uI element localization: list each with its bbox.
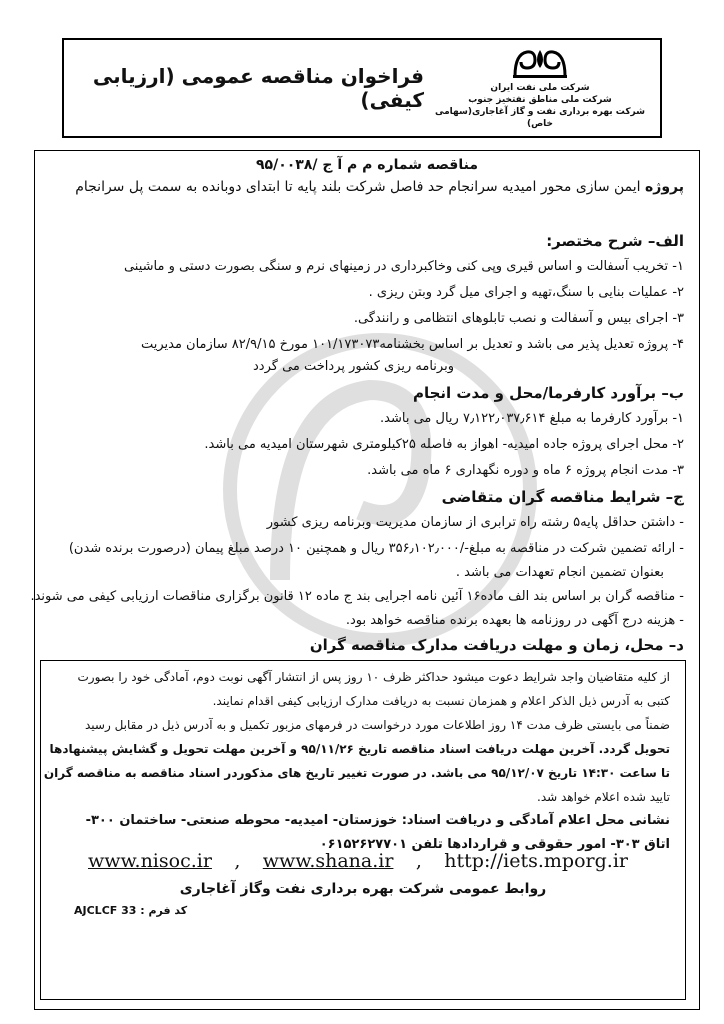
section-b-item: ۱- برآورد کارفرما به مبلغ ۷٫۱۲۲٫۰۳۷٫۶۱۴ ریال می باشد. <box>380 411 684 426</box>
section-d-line: ضمناً می بایستی ظرف مدت ۱۴ روز اطلاعات مورد درخواست در فرمهای مزبور تکمیل و به آدرس ذیل در مقابل رسید <box>84 718 670 732</box>
org-line-3: شرکت بهره برداری نفت و گاز آغاجاری(سهامی خاص) <box>435 107 645 129</box>
section-b-heading: ب– برآورد کارفرما/محل و مدت انجام <box>412 384 684 402</box>
nioc-logo-icon <box>505 46 575 80</box>
section-a-item: ۱- تخریب آسفالت و اساس قیری وپی کنی وخاکبرداری در زمینهای نرم و سنگی بصورت دستی و ماشینی <box>123 259 684 274</box>
section-d-line: تحویل گردد. آخرین مهلت دریافت اسناد مناقصه تاریخ ۹۵/۱۱/۲۶ و آخرین مهلت تحویل و گشایش پیشنهادها <box>49 742 670 756</box>
link-shana[interactable]: www.shana.ir <box>262 850 394 872</box>
section-a-item: وبرنامه ریزی کشور پرداخت می گردد <box>253 359 454 374</box>
section-d-line: تا ساعت ۱۴:۳۰ تاریخ ۹۵/۱۲/۰۷ می باشد. در صورت تغییر تاریخ های مذکوردر اسناد مناقصه به مناقصه گران <box>43 766 670 780</box>
links-row <box>88 850 628 872</box>
org-line-2: شرکت ملی مناطق نفتخیز جنوب <box>468 95 612 105</box>
project-line <box>75 178 684 196</box>
section-a-item: ۲- عملیات بنایی با سنگ،تهیه و اجرای میل گرد وبتن ریزی . <box>368 285 684 300</box>
tender-number: مناقصه شماره م م آ ج /۹۵/۰۰۳۸ <box>256 157 478 173</box>
section-d-box <box>40 660 686 1000</box>
link-nisoc[interactable]: www.nisoc.ir <box>88 850 212 872</box>
section-a-item: ۴- پروژه تعدیل پذیر می باشد و تعدیل بر اساس بخشنامه۱۰۱/۱۷۳۰۷۳ مورخ ۸۲/۹/۱۵ سازمان مدیریت <box>140 337 684 352</box>
public-relations-footer: روابط عمومی شرکت بهره برداری نفت وگاز آغاجاری <box>179 881 547 897</box>
section-c-item: بعنوان تضمین انجام تعهدات می باشد . <box>455 565 664 580</box>
header-box <box>62 38 662 138</box>
org-logo-block <box>426 46 654 132</box>
project-label: پروژه <box>645 179 684 195</box>
section-b-item: ۲- محل اجرای پروژه جاده امیدیه- اهواز به فاصله ۲۵کیلومتری شهرستان امیدیه می باشد. <box>204 437 684 452</box>
section-c-heading: ج– شرایط مناقصه گران متقاضی <box>441 488 684 506</box>
section-d-line: از کلیه متقاضیان واجد شرایط دعوت میشود حداکثر ظرف ۱۰ روز پس از انتشار آگهی نوبت دوم، آمادگی خود را بصورت <box>77 670 670 684</box>
page-title: فراخوان مناقصه عمومی (ارزیابی کیفی) <box>92 64 424 112</box>
link-iets[interactable]: http://iets.mporg.ir <box>444 850 628 872</box>
section-a-item: ۳- اجرای بیس و آسفالت و نصب تابلوهای انتظامی و رانندگی. <box>353 311 684 326</box>
link-separator: , <box>234 850 241 872</box>
section-d-heading: د– محل، زمان و مهلت دریافت مدارک مناقصه گران <box>309 636 684 654</box>
address-line: نشانی محل اعلام آمادگی و دریافت اسناد: خوزستان- امیدیه- محوطه صنعتی- ساختمان ۳۰۰- <box>85 813 670 828</box>
section-c-item: - مناقصه گران بر اساس بند الف ماده۱۶ آئین نامه اجرایی بند ج ماده ۱۲ قانون برگزاری مناقصات ارزیابی کیفی می شوند. <box>30 589 684 604</box>
link-separator: , <box>415 850 422 872</box>
org-line-1: شرکت ملی نفت ایران <box>490 83 590 93</box>
section-c-item: - هزینه درج آگهی در روزنامه ها بعهده برنده مناقصه خواهد بود. <box>345 613 684 628</box>
section-c-item: - داشتن حداقل پایه۵ رشته راه ترابری از سازمان مدیریت وبرنامه ریزی کشور <box>266 515 684 530</box>
project-text: ایمن سازی محور امیدیه سرانجام حد فاصل شرکت بلند پایه تا ابتدای دوبانده به سمت پل سرانجام <box>75 179 641 195</box>
section-c-item: - ارائه تضمین شرکت در مناقصه به مبلغ-/۳۵۶٫۱۰۲٫۰۰۰ ریال و همچنین ۱۰ درصد مبلغ پیمان (درصورت برنده شدن) <box>68 541 684 556</box>
section-d-line: کتبی به آدرس ذیل الذکر اعلام و همزمان نسبت به دریافت مدارک ارزیابی کیفی اقدام نمایند. <box>212 694 670 708</box>
section-b-item: ۳- مدت انجام پروژه ۶ ماه و دوره نگهداری ۶ ماه می باشد. <box>367 463 684 478</box>
address-line: اتاق ۳۰۳- امور حقوقی و قراردادها تلفن ۰۶۱۵۲۶۲۷۷۰۱ <box>319 837 670 852</box>
form-code: کد فرم : AJCLCF 33 <box>74 904 188 917</box>
section-a-heading: الف– شرح مختصر: <box>546 232 684 250</box>
section-d-line: تایید شده اعلام خواهد شد. <box>537 790 670 804</box>
